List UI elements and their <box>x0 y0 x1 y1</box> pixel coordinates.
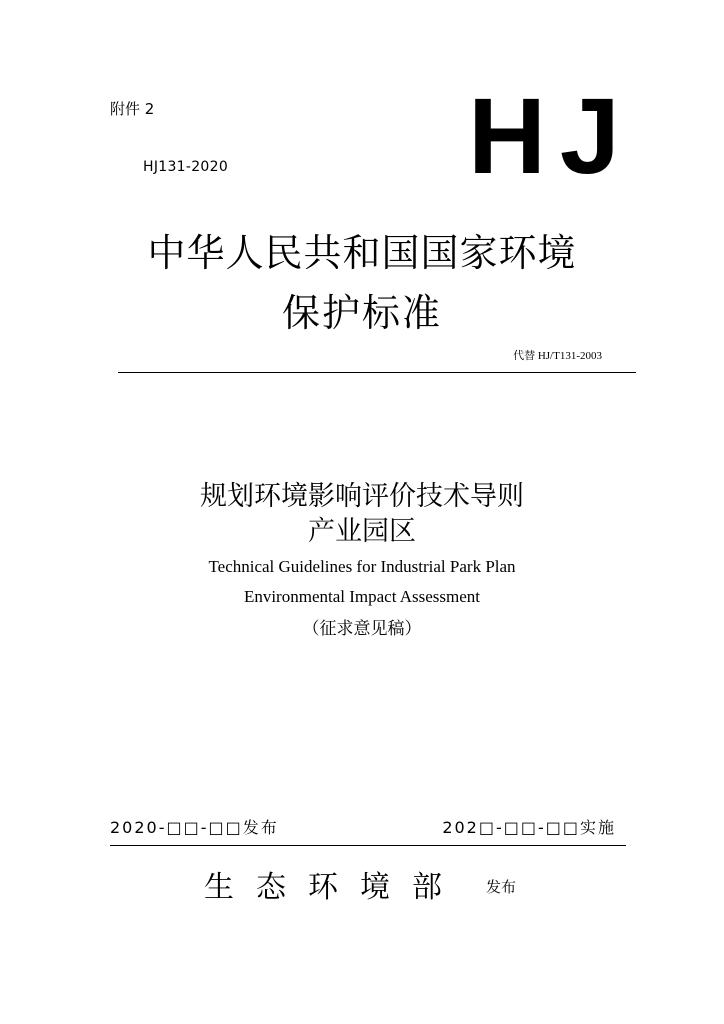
replaces-note: 代替 HJ/T131-2003 <box>513 350 602 362</box>
standard-number: HJ131-2020 <box>143 159 229 175</box>
document-title-en-line2: Environmental Impact Assessment <box>243 587 481 606</box>
document-title-zh-line2: 产业园区 <box>308 516 416 547</box>
bottom-divider <box>110 845 626 846</box>
document-title-en-line1: Technical Guidelines for Industrial Park Plan <box>208 557 516 576</box>
attachment-label: 附件 2 <box>110 100 155 118</box>
top-divider <box>118 372 636 373</box>
publish-date: 2020-□□-□□发布 <box>110 818 279 837</box>
document-title-zh-line1: 规划环境影响评价技术导则 <box>200 481 524 512</box>
standard-type-line1: 中华人民共和国国家环境 <box>147 231 577 275</box>
effective-date: 202□-□□-□□实施 <box>442 818 616 837</box>
standard-type-line2: 保护标准 <box>281 291 442 335</box>
hj-logo: HJ <box>467 75 634 196</box>
draft-note: （征求意见稿） <box>302 619 422 639</box>
issuer-suffix: 发布 <box>486 878 517 896</box>
issuer-name: 生态环境部 <box>204 870 464 905</box>
